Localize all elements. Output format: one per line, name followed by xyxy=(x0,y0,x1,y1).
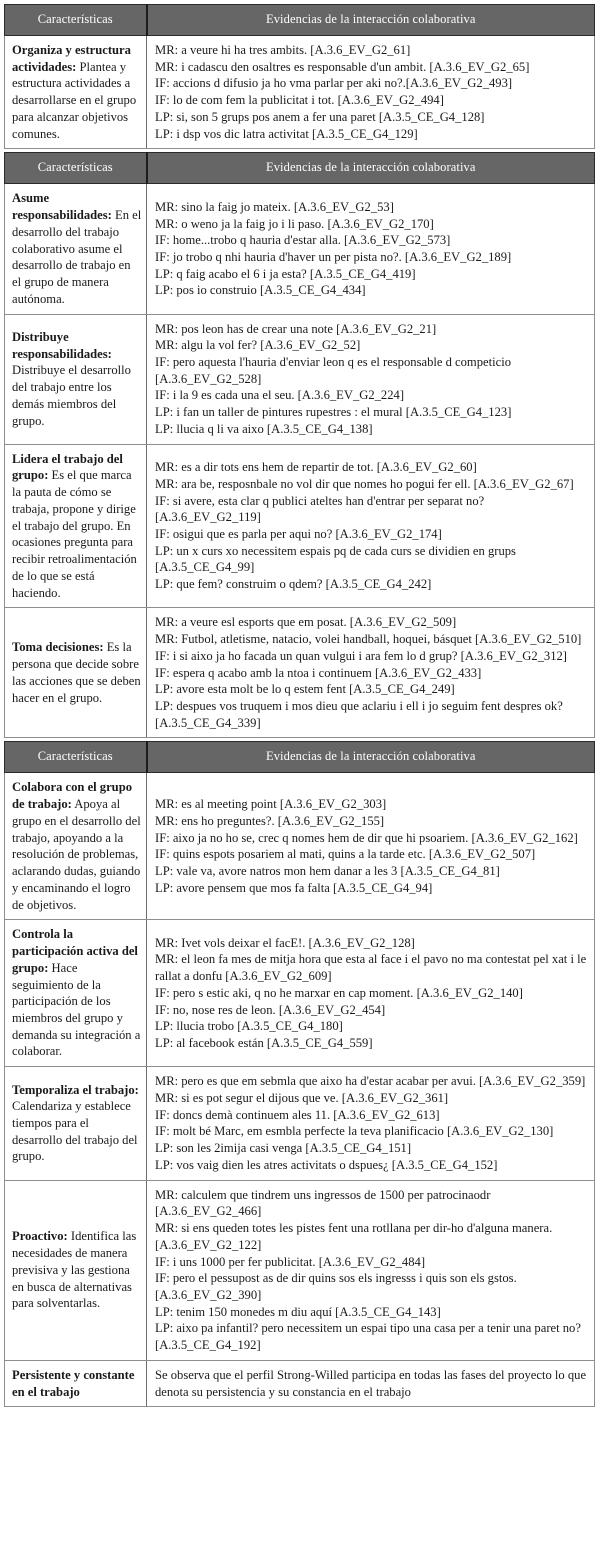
evidence-line: MR: sino la faig jo mateix. [A.3.6_EV_G2_53] xyxy=(155,199,394,214)
table-row xyxy=(5,773,595,920)
evidence-table xyxy=(4,4,595,149)
evidence-line: LP: un x curs xo necessitem espais pq de cada curs se dividien en grups [A.3.5_CE_G4_99] xyxy=(155,543,516,575)
column-header-evidence: Evidencias de la interacción colaborativa xyxy=(147,153,595,184)
characteristic-cell xyxy=(5,1360,147,1406)
table-row xyxy=(5,1180,595,1360)
evidence-line: MR: a veure hi ha tres ambits. [A.3.6_EV_G2_61] xyxy=(155,43,411,57)
characteristic-description: Apoya al grupo en el desarrollo del trabajo, apoyando a la resolución de problemas, aclarando dudas, guiando y encaminando el logro de objetivos. xyxy=(12,797,141,912)
evidence-line: IF: jo trobo q nhi hauria d'haver un per pista no?. [A.3.6_EV_G2_189] xyxy=(155,249,512,264)
evidence-line: MR: ara be, resposnbale no vol dir que nomes ho pogui fer ell. [A.3.6_EV_G2_67] xyxy=(155,476,574,491)
evidence-line: MR: pos leon has de crear una note [A.3.6_EV_G2_21] xyxy=(155,321,437,336)
evidence-cell xyxy=(147,184,595,314)
evidence-line: IF: pero el pessupost as de dir quins sos els ingresss i quis son els gstos. [A.3.6_EV_G2_390] xyxy=(155,1271,517,1302)
characteristic-title: Lidera el trabajo del grupo: xyxy=(12,451,123,483)
table-row xyxy=(5,36,595,149)
evidence-line: LP: pos io construio [A.3.5_CE_G4_434] xyxy=(155,283,366,298)
evidence-cell xyxy=(147,444,595,608)
column-header-characteristics: Características xyxy=(5,5,147,36)
characteristic-title: Organiza y estructura actividades: xyxy=(12,43,131,74)
evidence-line: IF: accions d difusio ja ho vma parlar per aki no?.[A.3.6_EV_G2_493] xyxy=(155,76,513,91)
characteristic-description: Hace seguimiento de la participación de los miembros del grupo y demanda su integración a colaborar. xyxy=(12,960,141,1059)
evidence-line: IF: no, nose res de leon. [A.3.6_EV_G2_454] xyxy=(155,1002,386,1017)
evidence-line: IF: doncs demà continuem ales 11. [A.3.6_EV_G2_613] xyxy=(155,1107,440,1122)
evidence-line: MR: si es pot segur el dijous que ve. [A.3.6_EV_G2_361] xyxy=(155,1090,449,1105)
column-header-characteristics: Características xyxy=(5,153,147,184)
evidence-line: IF: si avere, esta clar q publici ateltes han d'entrar per separat no? [A.3.6_EV_G2_119] xyxy=(155,493,485,525)
characteristic-title: Controla la participación activa del grupo: xyxy=(12,927,138,975)
table-header-row xyxy=(5,153,595,184)
characteristic-title: Toma decisiones: xyxy=(12,640,104,655)
evidence-line: MR: o weno ja la faig jo i li paso. [A.3.6_EV_G2_170] xyxy=(155,216,434,231)
evidence-line: MR: pero es que em sebmla que aixo ha d'estar acabar per avui. [A.3.6_EV_G2_359] xyxy=(155,1074,586,1089)
characteristic-cell xyxy=(5,608,147,738)
table-row xyxy=(5,1360,595,1406)
evidence-line: MR: a veure esl esports que em posat. [A.3.6_EV_G2_509] xyxy=(155,615,457,630)
evidence-line: LP: vale va, avore natros mon hem danar a les 3 [A.3.5_CE_G4_81] xyxy=(155,864,500,879)
table-row xyxy=(5,444,595,608)
evidence-line: MR: i cadascu den osaltres es responsable d'un ambit. [A.3.6_EV_G2_65] xyxy=(155,59,530,74)
characteristic-cell xyxy=(5,1180,147,1360)
evidence-cell xyxy=(147,1067,595,1180)
evidence-line: IF: pero aquesta l'hauria d'enviar leon q es el responsable d competicio [A.3.6_EV_G2_528] xyxy=(155,355,511,386)
column-header-evidence: Evidencias de la interacción colaborativa xyxy=(147,742,595,773)
characteristic-cell xyxy=(5,1067,147,1180)
evidence-table xyxy=(4,741,595,1407)
characteristic-description: Es la persona que decide sobre las acciones que se deben hacer en el grupo. xyxy=(12,640,141,705)
evidence-line: IF: lo de com fem la publicitat i tot. [A.3.6_EV_G2_494] xyxy=(155,93,444,108)
evidence-line: LP: avore esta molt be lo q estem fent [A.3.5_CE_G4_249] xyxy=(155,682,455,697)
evidence-line: IF: quins espots posariem al mati, quins a la tarde etc. [A.3.6_EV_G2_507] xyxy=(155,847,536,862)
evidence-line: LP: al facebook están [A.3.5_CE_G4_559] xyxy=(155,1036,373,1051)
characteristic-cell xyxy=(5,36,147,149)
evidence-cell xyxy=(147,773,595,920)
characteristic-cell xyxy=(5,184,147,314)
evidence-cell xyxy=(147,1360,595,1406)
characteristic-cell xyxy=(5,920,147,1067)
evidence-line: LP: tenim 150 monedes m diu aquí [A.3.5_CE_G4_143] xyxy=(155,1304,441,1319)
evidence-table xyxy=(4,152,595,738)
characteristic-description: Es el que marca la pauta de cómo se trabaja, propone y dirige el trabajo del grupo. En ocasiones pregunta para recibir retroalimentación de lo que se está haciendo. xyxy=(12,468,137,600)
table-row xyxy=(5,1067,595,1180)
characteristic-description: Plantea y estructura actividades a desarrollarse en el grupo para alcanzar objetivos comunes. xyxy=(12,59,137,141)
table-header-row xyxy=(5,5,595,36)
evidence-line: MR: el leon fa mes de mitja hora que esta al face i el pavo no ma contestat pel xat i le rallat a donfu [A.3.6_EV_G2_609] xyxy=(155,952,587,984)
table-row xyxy=(5,314,595,444)
characteristic-title: Persistente y constante en el trabajo xyxy=(12,1367,135,1399)
evidence-line: LP: que fem? construim o qdem? [A.3.5_CE_G4_242] xyxy=(155,577,432,592)
characteristic-description: Calendariza y establece tiempos para el desarrollo del trabajo del grupo. xyxy=(12,1099,138,1164)
characteristic-description: Distribuye el desarrollo del trabajo entre los demás miembros del grupo. xyxy=(12,363,131,428)
evidence-line: LP: son les 2imija casi venga [A.3.5_CE_G4_151] xyxy=(155,1141,412,1156)
column-header-characteristics: Características xyxy=(5,742,147,773)
characteristic-title: Colabora con el grupo de trabajo: xyxy=(12,780,132,812)
table-row xyxy=(5,920,595,1067)
characteristic-cell xyxy=(5,444,147,608)
evidence-line: IF: i uns 1000 per fer publicitat. [A.3.6_EV_G2_484] xyxy=(155,1254,426,1269)
evidence-line: LP: llucia q li va aixo [A.3.5_CE_G4_138] xyxy=(155,421,373,436)
evidence-cell xyxy=(147,36,595,149)
evidence-line: LP: i dsp vos dic latra activitat [A.3.5_CE_G4_129] xyxy=(155,126,418,141)
evidence-line: IF: molt bé Marc, em esmbla perfecte la teva planificacio [A.3.6_EV_G2_130] xyxy=(155,1124,554,1139)
characteristic-cell xyxy=(5,314,147,444)
evidence-line: MR: Futbol, atletisme, natacio, volei handball, hoquei, básquet [A.3.6_EV_G2_510] xyxy=(155,632,582,647)
evidence-line: MR: es al meeting point [A.3.6_EV_G2_303] xyxy=(155,797,387,812)
evidence-line: IF: i si aixo ja ho facada un quan vulgui i ara fem lo d grup? [A.3.6_EV_G2_312] xyxy=(155,648,567,663)
table-row xyxy=(5,184,595,314)
tables-container xyxy=(4,4,594,1407)
characteristic-title: Proactivo: xyxy=(12,1229,68,1244)
evidence-line: MR: ens ho preguntes?. [A.3.6_EV_G2_155] xyxy=(155,813,385,828)
evidence-line: MR: calculem que tindrem uns ingressos de 1500 per patrocinaodr [A.3.6_EV_G2_466] xyxy=(155,1187,491,1219)
table-row xyxy=(5,608,595,738)
characteristic-title: Temporaliza el trabajo: xyxy=(12,1082,139,1097)
evidence-line: LP: q faig acabo el 6 i ja esta? [A.3.5_CE_G4_419] xyxy=(155,266,416,281)
evidence-line: Se observa que el perfil Strong-Willed participa en todas las fases del proyecto lo que denota su persistencia y su constancia en el trabajo xyxy=(155,1367,587,1399)
evidence-line: MR: Ivet vols deixar el facE!. [A.3.6_EV_G2_128] xyxy=(155,935,415,950)
evidence-line: LP: llucia trobo [A.3.5_CE_G4_180] xyxy=(155,1019,343,1034)
column-header-evidence: Evidencias de la interacción colaborativa xyxy=(147,5,595,36)
table-header-row xyxy=(5,742,595,773)
evidence-cell xyxy=(147,608,595,738)
evidence-line: LP: si, son 5 grups pos anem a fer una paret [A.3.5_CE_G4_128] xyxy=(155,109,485,124)
evidence-line: IF: i la 9 es cada una el seu. [A.3.6_EV_G2_224] xyxy=(155,388,405,403)
evidence-line: IF: home...trobo q hauria d'estar alla. [A.3.6_EV_G2_573] xyxy=(155,233,451,248)
evidence-line: LP: i fan un taller de pintures rupestres : el mural [A.3.5_CE_G4_123] xyxy=(155,405,512,420)
evidence-line: IF: pero s estic aki, q no he marxar en cap moment. [A.3.6_EV_G2_140] xyxy=(155,985,523,1000)
evidence-line: MR: si ens queden totes les pistes fent una rotllana per dir-ho d'alguna manera. [A.3.6_EV_G2_122] xyxy=(155,1221,553,1252)
characteristic-title: Asume responsabilidades: xyxy=(12,191,112,223)
characteristic-cell xyxy=(5,773,147,920)
evidence-line: LP: despues vos truquem i mos dieu que aclariu i ell i jo seguim fent despres ok? [A.3.5_CE_G4_339] xyxy=(155,698,563,730)
evidence-line: MR: es a dir tots ens hem de repartir de tot. [A.3.6_EV_G2_60] xyxy=(155,460,477,475)
characteristic-description: En el desarrollo del trabajo colaborativo asume el desarrollo de trabajo en el grupo de manera autónoma. xyxy=(12,208,142,306)
characteristic-description: Identifica las necesidades de manera previsiva y las gestiona en busca de alternativas para solventarlas. xyxy=(12,1229,137,1311)
evidence-line: MR: algu la vol fer? [A.3.6_EV_G2_52] xyxy=(155,338,361,353)
evidence-line: IF: osigui que es parla per aqui no? [A.3.6_EV_G2_174] xyxy=(155,526,442,541)
evidence-cell xyxy=(147,314,595,444)
evidence-line: LP: aixo pa infantil? pero necessitem un espai tipo una casa per a tenir una paret no? [A.3.5_CE_G4_192] xyxy=(155,1321,581,1353)
evidence-line: IF: espera q acabo amb la ntoa i continuem [A.3.6_EV_G2_433] xyxy=(155,665,482,680)
evidence-line: IF: aixo ja no ho se, crec q nomes hem de dir que hi psoariem. [A.3.6_EV_G2_162] xyxy=(155,830,578,845)
evidence-line: LP: avore pensem que mos fa falta [A.3.5_CE_G4_94] xyxy=(155,880,433,895)
evidence-cell xyxy=(147,920,595,1067)
evidence-cell xyxy=(147,1180,595,1360)
evidence-line: LP: vos vaig dien les atres activitats o dspues¿ [A.3.5_CE_G4_152] xyxy=(155,1157,498,1172)
characteristic-title: Distribuye responsabilidades: xyxy=(12,329,112,361)
